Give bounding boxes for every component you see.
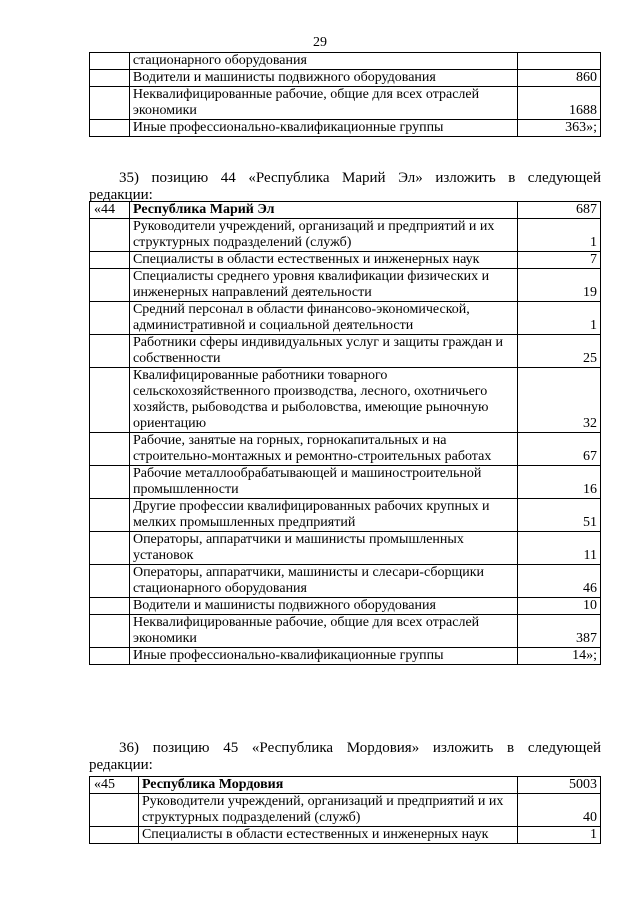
category-cell: Руководители учреждений, организаций и предприятий и их структурных подразделений (служб): [138, 794, 517, 827]
value-cell: 67: [518, 433, 601, 466]
code-cell: [90, 219, 130, 252]
code-cell: [90, 335, 130, 368]
table-row: [90, 219, 601, 252]
value-cell: 363»;: [518, 120, 601, 137]
category-cell: Специалисты в области естественных и инженерных наук: [129, 252, 517, 269]
category-cell: Работники сферы индивидуальных услуг и защиты граждан и собственности: [129, 335, 517, 368]
table-row: [90, 252, 601, 269]
category-cell: Иные профессионально-квалификационные группы: [129, 648, 517, 665]
value-cell: 51: [518, 499, 601, 532]
code-cell: [90, 499, 130, 532]
category-cell: Операторы, аппаратчики, машинисты и слесари-сборщики стационарного оборудования: [129, 565, 517, 598]
value-cell: 46: [518, 565, 601, 598]
value-cell: 11: [518, 532, 601, 565]
value-cell: 25: [518, 335, 601, 368]
paragraph-36: [89, 740, 601, 774]
value-cell: 387: [518, 615, 601, 648]
paragraph-35-line-2: редакции:: [89, 187, 153, 203]
table-row: [90, 827, 601, 844]
table-row: [90, 368, 601, 433]
value-cell: 1: [518, 827, 601, 844]
category-cell: Неквалифицированные рабочие, общие для всех отраслей экономики: [129, 87, 517, 120]
region-total: 5003: [518, 777, 601, 794]
code-cell: [90, 269, 130, 302]
paragraph-36-line-2: редакции:: [89, 757, 153, 773]
table-row: [90, 794, 601, 827]
value-cell: 1: [518, 302, 601, 335]
position-code: «45: [90, 777, 139, 794]
code-cell: [90, 598, 130, 615]
category-cell: Руководители учреждений, организаций и предприятий и их структурных подразделений (служб): [129, 219, 517, 252]
code-cell: [90, 466, 130, 499]
region-name: Республика Марий Эл: [129, 202, 517, 219]
category-cell: Неквалифицированные рабочие, общие для всех отраслей экономики: [129, 615, 517, 648]
table-row: [90, 70, 601, 87]
code-cell: [90, 252, 130, 269]
position-code: «44: [90, 202, 130, 219]
code-cell: [90, 433, 130, 466]
category-cell: Рабочие, занятые на горных, горнокапитальных и на строительно-монтажных и ремонтно-строительных работах: [129, 433, 517, 466]
table-row: [90, 615, 601, 648]
region-name: Республика Мордовия: [138, 777, 517, 794]
code-cell: [90, 368, 130, 433]
table-row: [90, 335, 601, 368]
category-cell: Квалифицированные работники товарного сельскохозяйственного производства, лесного, охотничьего хозяйств, рыбоводства и рыболовства, имеющие рыночную ориентацию: [129, 368, 517, 433]
table-row: [90, 433, 601, 466]
region-total: 687: [518, 202, 601, 219]
table-header-row: [90, 777, 601, 794]
table-position-45: [89, 776, 601, 844]
value-cell: 32: [518, 368, 601, 433]
value-cell: 860: [518, 70, 601, 87]
table-row: [90, 120, 601, 137]
category-cell: Специалисты среднего уровня квалификации физических и инженерных направлений деятельности: [129, 269, 517, 302]
value-cell: 10: [518, 598, 601, 615]
table-row: [90, 302, 601, 335]
table-row: [90, 598, 601, 615]
table-position-44: [89, 201, 601, 665]
value-cell: 1688: [518, 87, 601, 120]
table-header-row: [90, 202, 601, 219]
table-row: [90, 87, 601, 120]
code-cell: [90, 565, 130, 598]
code-cell: [90, 615, 130, 648]
code-cell: [90, 794, 139, 827]
value-cell: [518, 53, 601, 70]
value-cell: 1: [518, 219, 601, 252]
value-cell: 16: [518, 466, 601, 499]
table-row: [90, 53, 601, 70]
table-row: [90, 565, 601, 598]
category-cell: Иные профессионально-квалификационные группы: [129, 120, 517, 137]
paragraph-35: [89, 170, 601, 204]
code-cell: [90, 302, 130, 335]
page-number: 29: [313, 35, 327, 50]
table-continuation: [89, 52, 601, 137]
paragraph-36-line-1: 36) позицию 45 «Республика Мордовия» изложить в следующей: [119, 740, 601, 756]
code-cell: [90, 53, 130, 70]
table-row: [90, 269, 601, 302]
value-cell: 14»;: [518, 648, 601, 665]
category-cell: Средний персонал в области финансово-экономической, административной и социальной деятельности: [129, 302, 517, 335]
value-cell: 19: [518, 269, 601, 302]
category-cell: Рабочие металлообрабатывающей и машиностроительной промышленности: [129, 466, 517, 499]
code-cell: [90, 120, 130, 137]
table-row: [90, 648, 601, 665]
code-cell: [90, 648, 130, 665]
code-cell: [90, 827, 139, 844]
code-cell: [90, 70, 130, 87]
category-cell: Специалисты в области естественных и инженерных наук: [138, 827, 517, 844]
table-row: [90, 499, 601, 532]
paragraph-35-line-1: 35) позицию 44 «Республика Марий Эл» изложить в следующей: [119, 170, 601, 186]
code-cell: [90, 532, 130, 565]
category-cell: Водители и машинисты подвижного оборудования: [129, 598, 517, 615]
category-cell: Водители и машинисты подвижного оборудования: [129, 70, 517, 87]
code-cell: [90, 87, 130, 120]
category-cell: Операторы, аппаратчики и машинисты промышленных установок: [129, 532, 517, 565]
value-cell: 7: [518, 252, 601, 269]
value-cell: 40: [518, 794, 601, 827]
category-cell: стационарного оборудования: [129, 53, 517, 70]
category-cell: Другие профессии квалифицированных рабочих крупных и мелких промышленных предприятий: [129, 499, 517, 532]
table-row: [90, 532, 601, 565]
table-row: [90, 466, 601, 499]
